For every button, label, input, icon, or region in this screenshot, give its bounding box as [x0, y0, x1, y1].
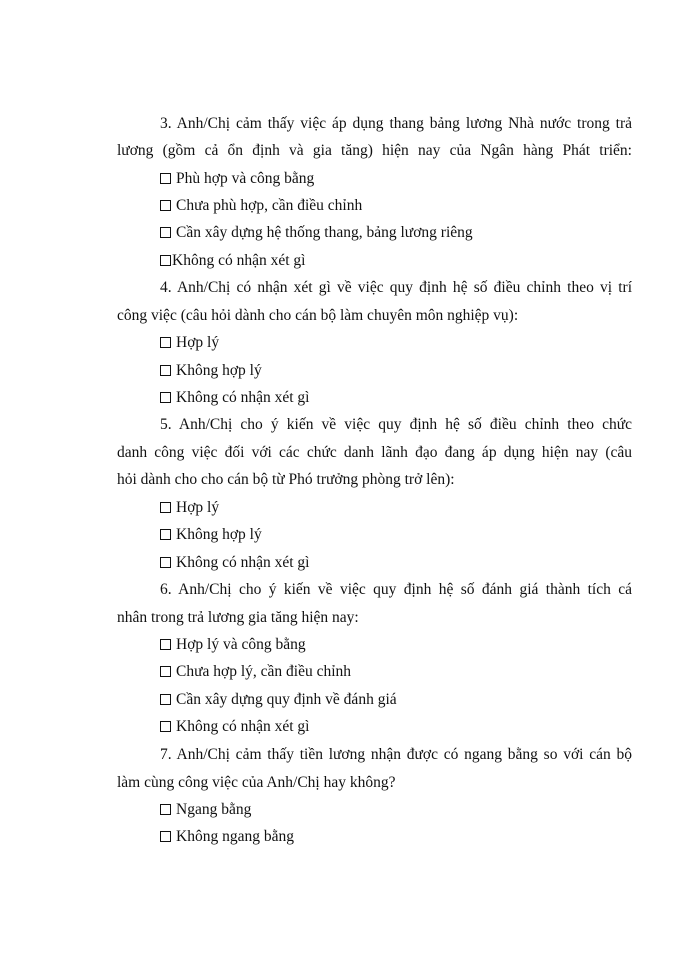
- question-5-option-2[interactable]: [160, 525, 262, 545]
- option-label: Hợp lý: [176, 334, 220, 351]
- question-4-option-3[interactable]: [160, 388, 309, 408]
- option-label: Hợp lý: [176, 499, 220, 516]
- checkbox-icon[interactable]: [160, 639, 171, 650]
- checkbox-icon[interactable]: [160, 666, 171, 677]
- checkbox-icon[interactable]: [160, 392, 171, 403]
- question-6-line-1: 6. Anh/Chị cho ý kiến về việc quy định hệ số đánh giá thành tích cá: [160, 581, 632, 598]
- question-4-line-2: công việc (câu hỏi dành cho cán bộ làm chuyên môn nghiệp vụ):: [117, 307, 519, 324]
- question-6-option-1[interactable]: [160, 635, 306, 655]
- checkbox-icon[interactable]: [160, 365, 171, 376]
- question-3-line-2: lương (gồm cả ổn định và gia tăng) hiện nay của Ngân hàng Phát triển:: [117, 142, 632, 159]
- question-5-option-3[interactable]: [160, 553, 309, 573]
- option-label: Không ngang bằng: [176, 828, 294, 845]
- question-6-option-4[interactable]: [160, 717, 309, 737]
- checkbox-icon[interactable]: [160, 337, 171, 348]
- question-6-line-2: nhân trong trả lương gia tăng hiện nay:: [117, 609, 359, 626]
- question-3-line-1: 3. Anh/Chị cảm thấy việc áp dụng thang bảng lương Nhà nước trong trả: [160, 115, 632, 132]
- option-label: Không hợp lý: [176, 526, 262, 543]
- checkbox-icon[interactable]: [160, 804, 171, 815]
- question-5-line-3: hỏi dành cho cho cán bộ từ Phó trưởng phòng trở lên):: [117, 471, 455, 488]
- checkbox-icon[interactable]: [160, 255, 171, 266]
- question-7-line-2: làm cùng công việc của Anh/Chị hay không?: [117, 774, 396, 791]
- checkbox-icon[interactable]: [160, 502, 171, 513]
- question-7-line-1: 7. Anh/Chị cảm thấy tiền lương nhận được có ngang bằng so với cán bộ: [160, 746, 632, 763]
- option-label: Không hợp lý: [176, 362, 262, 379]
- question-3-option-2[interactable]: [160, 196, 362, 216]
- option-label: Không có nhận xét gì: [176, 389, 310, 406]
- question-4-option-2[interactable]: [160, 361, 262, 381]
- question-5-option-1[interactable]: [160, 498, 219, 518]
- checkbox-icon[interactable]: [160, 529, 171, 540]
- question-7-option-2[interactable]: [160, 827, 294, 847]
- checkbox-icon[interactable]: [160, 173, 171, 184]
- option-label: Cần xây dựng quy định về đánh giá: [176, 691, 397, 708]
- option-label: Chưa phù hợp, cần điều chỉnh: [176, 197, 363, 214]
- checkbox-icon[interactable]: [160, 200, 171, 211]
- option-label: Chưa hợp lý, cần điều chỉnh: [176, 663, 352, 680]
- question-3-option-3[interactable]: [160, 223, 473, 243]
- question-3-option-1[interactable]: [160, 169, 314, 189]
- question-6-option-3[interactable]: [160, 690, 397, 710]
- question-4-line-1: 4. Anh/Chị có nhận xét gì về việc quy định hệ số điều chỉnh theo vị trí: [160, 279, 632, 296]
- question-6-option-2[interactable]: [160, 662, 351, 682]
- question-7-option-1[interactable]: [160, 800, 251, 820]
- checkbox-icon[interactable]: [160, 831, 171, 842]
- checkbox-icon[interactable]: [160, 227, 171, 238]
- option-label: Không có nhận xét gì: [172, 252, 306, 269]
- option-label: Cần xây dựng hệ thống thang, bảng lương riêng: [176, 224, 473, 241]
- checkbox-icon[interactable]: [160, 721, 171, 732]
- option-label: Ngang bằng: [176, 801, 252, 818]
- question-3-option-4[interactable]: [160, 251, 305, 271]
- option-label: Không có nhận xét gì: [176, 554, 310, 571]
- question-4-option-1[interactable]: [160, 333, 219, 353]
- option-label: Hợp lý và công bằng: [176, 636, 306, 653]
- option-label: Phù hợp và công bằng: [176, 170, 315, 187]
- checkbox-icon[interactable]: [160, 557, 171, 568]
- option-label: Không có nhận xét gì: [176, 718, 310, 735]
- checkbox-icon[interactable]: [160, 694, 171, 705]
- question-5-line-1: 5. Anh/Chị cho ý kiến về việc quy định hệ số điều chỉnh theo chức: [160, 416, 632, 433]
- question-5-line-2: danh công việc đối với các chức danh lãnh đạo đang áp dụng hiện nay (câu: [117, 444, 632, 461]
